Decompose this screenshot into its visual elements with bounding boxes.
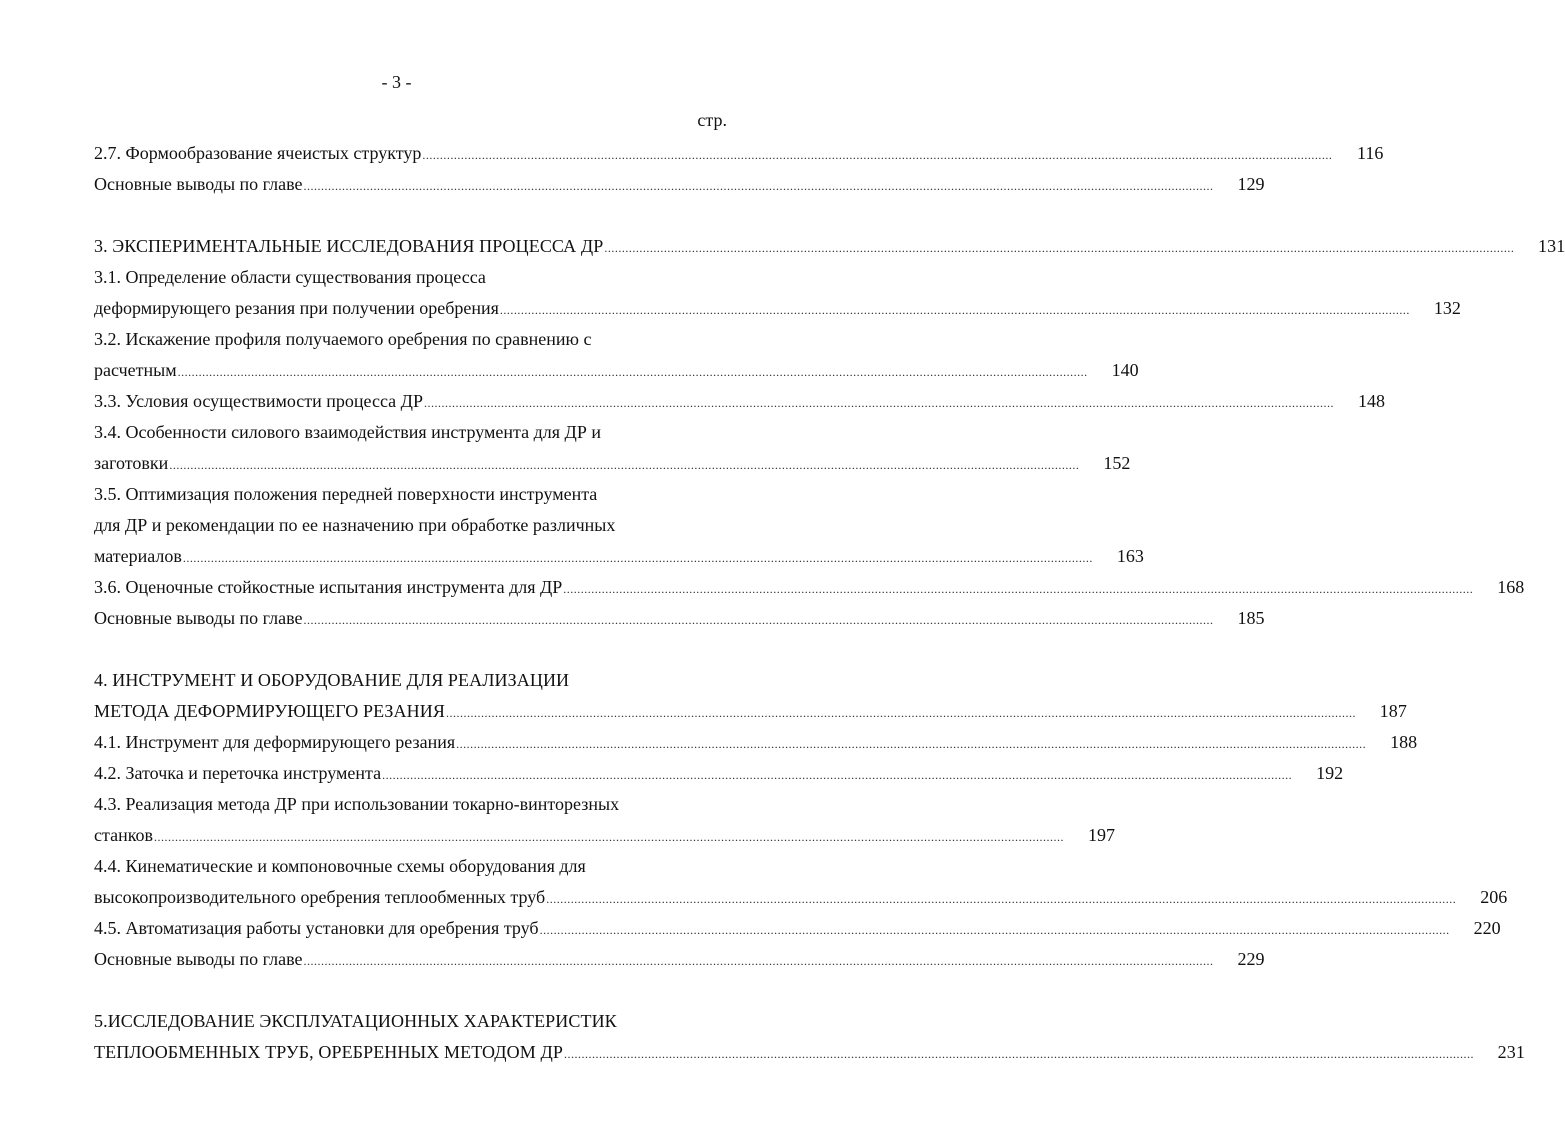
toc-page-number: 168 [1497,577,1525,597]
toc-entry-title: 3.1. Определение области существования процесса [94,267,486,287]
dot-leader: .................................................................................................................................................................................................................................................................... [445,706,1356,720]
toc-page-number: 206 [1480,887,1508,907]
toc-entry-title: 4.5. Автоматизация работы установки для оребрения труб [94,918,539,938]
toc-page-number: 188 [1390,732,1418,752]
toc-entry-title: 3.5. Оптимизация положения передней поверхности инструмента [94,484,598,504]
dot-leader: .................................................................................................................................................................................................................................................................... [499,303,1410,317]
toc-entry-title: для ДР и рекомендации по ее назначению при обработке различных [94,515,616,535]
page-number: - 3 - [381,72,412,92]
dot-leader: .................................................................................................................................................................................................................................................................... [546,892,1457,906]
toc-entry-title: 3.2. Искажение профиля получаемого оребрения по сравнению с [94,329,592,349]
toc-entry-title: 4.3. Реализация метода ДР при использовании токарно-винторезных [94,794,620,814]
toc-entry-title: 4. ИНСТРУМЕНТ И ОБОРУДОВАНИЕ ДЛЯ РЕАЛИЗАЦИИ [94,670,570,690]
toc-page-number: 185 [1237,608,1265,628]
toc-entry-title: 3.3. Условия осуществимости процесса ДР [94,391,423,411]
dot-leader: .................................................................................................................................................................................................................................................................... [423,396,1334,410]
toc-page-number: 229 [1237,949,1265,969]
toc-page-number: 129 [1237,174,1265,194]
dot-leader: .................................................................................................................................................................................................................................................................... [382,768,1293,782]
toc-entry-title: 2.7. Формообразование ячеистых структур [94,143,422,163]
toc-page-number: 132 [1433,298,1461,318]
dot-leader: .................................................................................................................................................................................................................................................................... [177,365,1088,379]
dot-leader: .................................................................................................................................................................................................................................................................... [539,923,1450,937]
page-column-label: стр. [697,110,727,130]
toc-page-number: 152 [1103,453,1131,473]
toc-entry-title: расчетным [94,360,177,380]
toc-page-number: 187 [1379,701,1407,721]
toc-page-number: 192 [1316,763,1344,783]
toc-page-number: 163 [1116,546,1144,566]
dot-leader: .................................................................................................................................................................................................................................................................... [169,458,1080,472]
toc-page-number: 148 [1357,391,1385,411]
toc-entry-title: 3.4. Особенности силового взаимодействия инструмента для ДР и [94,422,601,442]
dot-leader: .................................................................................................................................................................................................................................................................... [563,582,1474,596]
toc-page-number: 140 [1111,360,1139,380]
dot-leader: .................................................................................................................................................................................................................................................................... [154,830,1065,844]
toc-page-number: 116 [1357,143,1384,163]
toc-entry-title: 5.ИССЛЕДОВАНИЕ ЭКСПЛУАТАЦИОННЫХ ХАРАКТЕРИСТИК [94,1011,617,1031]
dot-leader: .................................................................................................................................................................................................................................................................... [303,613,1214,627]
toc-entry-title: ТЕПЛООБМЕННЫХ ТРУБ, ОРЕБРЕННЫХ МЕТОДОМ ДР [94,1042,563,1062]
dot-leader: .................................................................................................................................................................................................................................................................... [422,148,1333,162]
toc-entry-title: 4.2. Заточка и переточка инструмента [94,763,382,783]
toc-entry-title: высокопроизводительного оребрения теплообменных труб [94,887,546,907]
dot-leader: .................................................................................................................................................................................................................................................................... [303,954,1214,968]
dot-leader: .................................................................................................................................................................................................................................................................... [182,551,1093,565]
toc-entry-title: 4.4. Кинематические и компоновочные схемы оборудования для [94,856,586,876]
dot-leader: .................................................................................................................................................................................................................................................................... [456,737,1367,751]
toc-page-number: 131 [1538,236,1565,256]
toc-entry-title: заготовки [94,453,169,473]
toc-entry-title: 3.6. Оценочные стойкостные испытания инструмента для ДР [94,577,563,597]
toc-entry-title: 3. ЭКСПЕРИМЕНТАЛЬНЫЕ ИССЛЕДОВАНИЯ ПРОЦЕССА ДР [94,236,604,256]
toc-entry-title: Основные выводы по главе [94,608,303,628]
toc-entry-title: МЕТОДА ДЕФОРМИРУЮЩЕГО РЕЗАНИЯ [94,701,445,721]
toc-entry-title: 4.1. Инструмент для деформирующего резания [94,732,456,752]
dot-leader: .................................................................................................................................................................................................................................................................... [303,179,1214,193]
toc-page-number: 197 [1088,825,1116,845]
dot-leader: .................................................................................................................................................................................................................................................................... [604,241,1515,255]
toc-page-number: 231 [1497,1042,1525,1062]
toc-entry-title: деформирующего резания при получении оребрения [94,298,499,318]
toc-entry-title: станков [94,825,154,845]
toc-entry-title: Основные выводы по главе [94,949,303,969]
dot-leader: .................................................................................................................................................................................................................................................................... [563,1047,1474,1061]
toc-page-number: 220 [1473,918,1501,938]
toc-entry-title: материалов [94,546,182,566]
toc-entry-title: Основные выводы по главе [94,174,303,194]
